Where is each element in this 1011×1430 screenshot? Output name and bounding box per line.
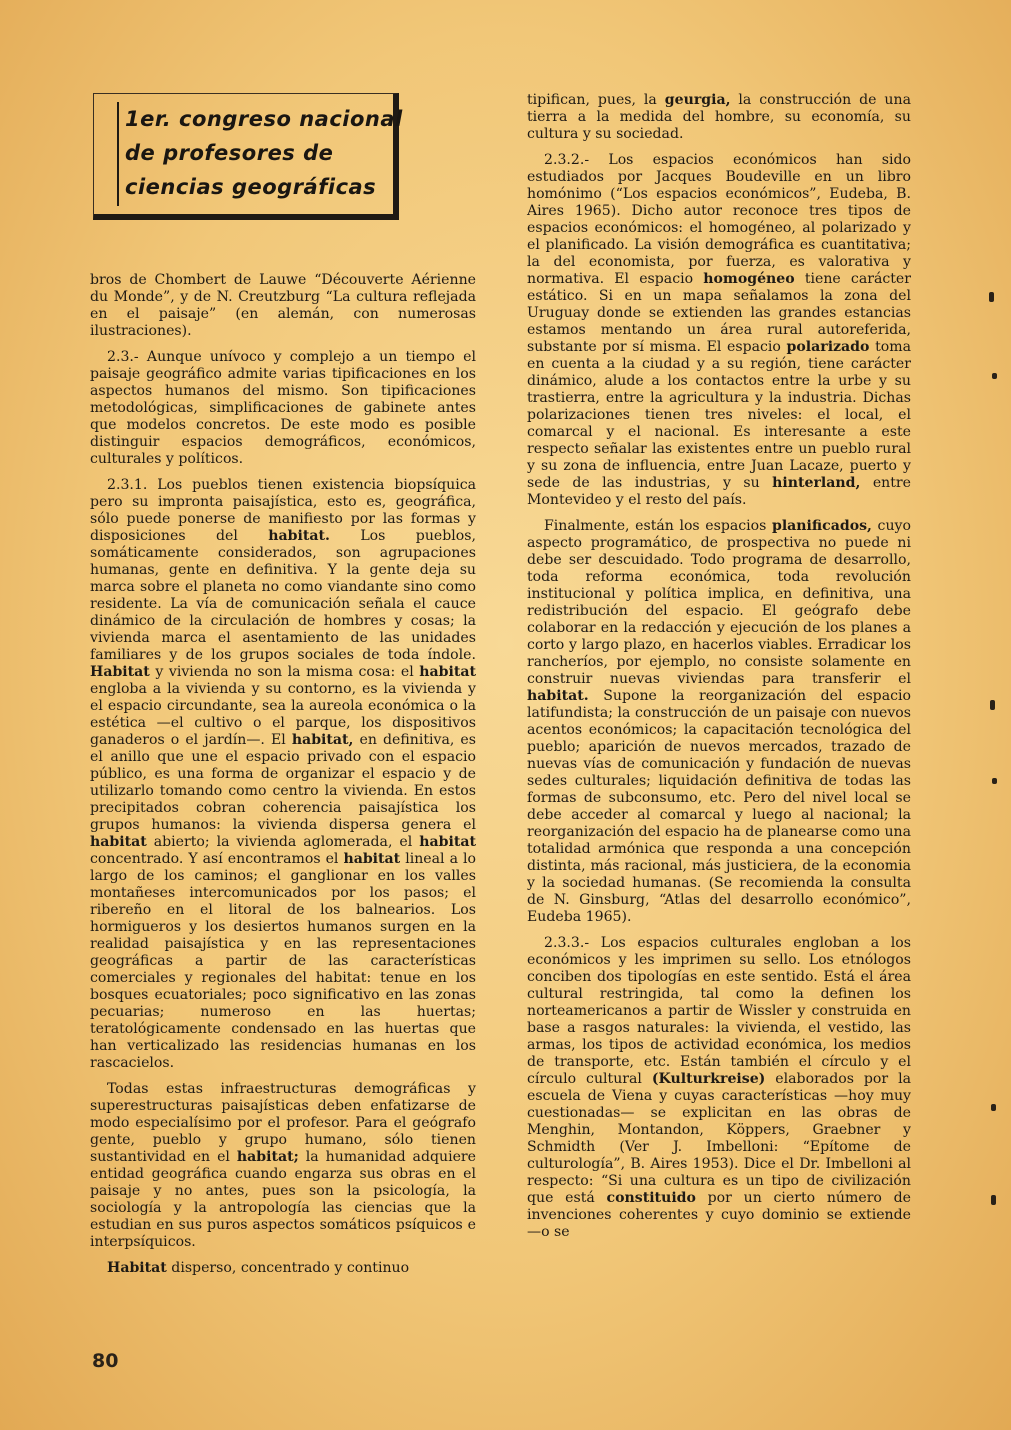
bold-term: habitat. <box>268 528 330 544</box>
text-run: la humanidad adquiere entidad geográfica cuando engarza sus obras en el paisaje y no antes, pues son la psicología, la sociología y la antropología las ciencias que la estudian en sus puros aspectos somáticos psíquicos e interpsíquicos. <box>90 1149 476 1250</box>
bold-term: polarizado <box>786 339 870 355</box>
text-run: entre Montevideo y el resto del país. <box>527 475 911 508</box>
margin-speck <box>989 292 994 302</box>
bold-term: habitat; <box>236 1149 299 1165</box>
title-inner <box>117 102 403 206</box>
text-run: disperso, concentrado y continuo <box>166 1260 410 1276</box>
text-run: la construcción de una tierra a la medida del hombre, su economía, su cultura y su sociedad. <box>527 92 911 142</box>
bold-term: constituido <box>606 1190 696 1206</box>
margin-speck <box>992 778 997 784</box>
left-column <box>90 272 476 1286</box>
bold-term: hinterland, <box>772 475 861 491</box>
paragraph-p3 <box>90 1081 476 1251</box>
bold-term: (Kulturkreise) <box>651 1071 766 1087</box>
bold-term: planificados, <box>771 518 872 534</box>
title-line-1: 1er. congreso nacional <box>125 107 403 131</box>
text-run: 2.3.1. Los pueblos tienen existencia biopsíquica pero su impronta paisajística, esto es, geográfica, sólo puede ponerse de manifiesto por las formas y disposiciones del <box>90 477 476 544</box>
margin-speck <box>990 700 995 710</box>
text-run: en definitiva, es el anillo que une el espacio privado con el espacio público, es una forma de organizar el espacio y de utilizarlo tomando como centro la vivienda. En estos precipitados cobran coherencia paisajística los grupos humanos: la vivienda dispersa genera el <box>90 732 476 833</box>
text-run: 2.3.2.- Los espacios económicos han sido estudiados por Jacques Boudeville en un libro homónimo (“Los espacios económicos”, Eudeba, B. Aires 1965). Dicho autor reconoce tres tipos de espacios económicos: el homogéneo, al polarizado y el planificado. La visión demográfica es cuantitativa; la del economista, por fuerza, es valorativa y normativa. El espacio <box>527 152 911 287</box>
paragraph-p2 <box>90 477 476 1072</box>
bold-term: habitat <box>419 664 476 680</box>
title-line-2: de profesores de <box>125 141 334 165</box>
bold-term: Habitat <box>107 1260 167 1276</box>
text-run: 2.3.- Aunque unívoco y complejo a un tiempo el paisaje geográfico admite varias tipificaciones en los aspectos humanos del mismo. Son tipificaciones metodológicas, simplificaciones de gabinete antes que modelos concretos. De este modo es posible distinguir espacios demográficos, económicos, culturales y políticos. <box>90 349 476 467</box>
title-box <box>93 93 403 220</box>
text-run: toma en cuenta a la ciudad y a su región, tiene carácter dinámico, alude a los contactos entre la urbe y su trastierra, entre la agricultura y la industria. Dichas polarizaciones tienen tres niveles: el local, el comarcal y el nacional. Es interesante a este respecto señalar las existentes entre un pueblo rural y su zona de influencia, entre Juan Lacaze, puerto y sede de las industrias, y su <box>527 339 912 491</box>
page-number: 80 <box>92 1350 119 1372</box>
text-run: concentrado. Y así encontramos el <box>90 851 344 867</box>
paragraph-p0 <box>90 272 476 340</box>
text-run: abierto; la vivienda aglomerada, el <box>146 834 420 850</box>
text-run: Los pueblos, somáticamente considerados, son agrupaciones humanas, gente en definitiva. Y la gente deja su marca sobre el planeta no como viandante sino como residente. La vía de comunicación señala el cauce dinámico de la circulación de hombres y cosas; la vivienda marca el asentamiento de las unidades familiares y de los grupos sociales de toda índole. <box>90 528 476 663</box>
title-line-3: ciencias geográficas <box>125 175 377 199</box>
paragraph-r3 <box>527 935 911 1241</box>
text-run: tipifican, pues, la <box>527 92 665 108</box>
text-run: tiene carácter estático. Si en un mapa señalamos la zona del Uruguay donde se extienden las grandes estancias estamos mentando un área rural autoreferida, substante por sí misma. El espacio <box>527 271 912 355</box>
margin-speck <box>992 373 997 379</box>
bold-term: homogéneo <box>703 271 795 287</box>
paragraph-r2 <box>527 518 911 926</box>
text-run: cuyo aspecto programático, de prospectiva no puede ni debe ser descuidado. Todo programa de desarrollo, toda reforma económica, toda revolución institucional y política implica, en definitiva, una redistribución del espacio. El geógrafo debe colaborar en la redacción y ejecución de los planes a corto y largo plazo, en hacerlos viables. Erradicar los rancheríos, por ejemplo, no consiste solamente en construir nuevas viviendas para transferir el <box>527 518 911 687</box>
margin-speck <box>991 1104 996 1111</box>
bold-term: habitat. <box>527 688 589 704</box>
text-run: Todas estas infraestructuras demográficas y superestructuras paisajísticas deben enfatizarse de modo especialísimo por el profesor. Para el geógrafo gente, pueblo y grupo humano, sólo tienen sustantividad en el <box>90 1081 476 1165</box>
text-run: bros de Chombert de Lauwe “Découverte Aérienne du Monde”, y de N. Creutzburg “La cultura reflejada en el paisaje” (en alemán, con numerosas ilustraciones). <box>90 272 476 339</box>
text-run: elaborados por la escuela de Viena y cuyas características —hoy muy cuestionadas— se explicitan en las obras de Menghin, Montandon, Köppers, Graebner y Schmidth (Ver J. Imbelloni: “Epítome de culturología”, B. Aires 1953). Dice el Dr. Imbelloni al respecto: “Si una cultura es un tipo de civilización que está <box>527 1071 911 1206</box>
margin-speck <box>991 1195 996 1205</box>
bold-term: geurgia, <box>664 92 731 108</box>
paragraph-p1 <box>90 349 476 468</box>
text-run: y vivienda no son la misma cosa: el <box>149 664 420 680</box>
bold-term: habitat <box>90 834 147 850</box>
paragraph-r0 <box>527 92 911 143</box>
bold-term: Habitat <box>90 664 150 680</box>
bold-term: habitat, <box>291 732 354 748</box>
text-run: engloba a la vivienda y su contorno, es la vivienda y el espacio circundante, sea la aureola económica o la estética —el cultivo o el parque, los dispositivos ganaderos o el jardín—. El <box>90 681 476 748</box>
paragraph-r1 <box>527 152 911 509</box>
text-run: 2.3.3.- Los espacios culturales engloban a los económicos y les imprimen su sello. Los etnólogos conciben dos tipologías en este sentido. Está el área cultural restringida, tal como la definen los norteamericanos a partir de Wissler y construida en base a rasgos naturales: la vivienda, el vestido, las armas, los tipos de actividad económica, los medios de transporte, etc. Están también el círculo y el círculo cultural <box>527 935 911 1087</box>
bold-term: habitat <box>343 851 401 867</box>
text-run: lineal a lo largo de los caminos; el ganglionar en los valles montañeses intercomunicados por los pasos; el ribereño en el litoral de los balnearios. Los hormigueros y los desiertos humanos surgen en la realidad paisajística y en las representaciones geográficas a partir de las características comerciales y regionales del habitat: tenue en los bosques ecuatoriales; poco significativo en las zonas pecuarias; numeroso en las huertas; teratológicamente condensado en las huertas que han verticalizado las residencias humanas en los rascacielos. <box>90 851 476 1071</box>
text-run: Supone la reorganización del espacio latifundista; la construcción de un paisaje con nuevos acentos económicos; la capacitación tecnológica del pueblo; aparición de nuevos mercados, trazado de nuevas vías de comunicación y fundación de nuevas sedes culturales; liquidación definitiva de todas las formas de subconsumo, etc. Pero del nivel local se debe acceder al comarcal y luego al nacional; la reorganización del espacio ha de planearse como una totalidad armónica que responda a una concepción distinta, más racional, más justiciera, de la economia y la sociedad humanas. (Se recomienda la consulta de N. Ginsburg, “Atlas del desarrollo económico”, Eudeba 1965). <box>527 688 911 925</box>
right-column <box>527 92 911 1250</box>
bold-term: habitat <box>419 834 476 850</box>
text-run: por un cierto número de invenciones coherentes y cuyo dominio se extiende —o se <box>527 1190 912 1240</box>
paragraph-p4 <box>90 1260 476 1277</box>
text-run: Finalmente, están los espacios <box>544 518 772 534</box>
